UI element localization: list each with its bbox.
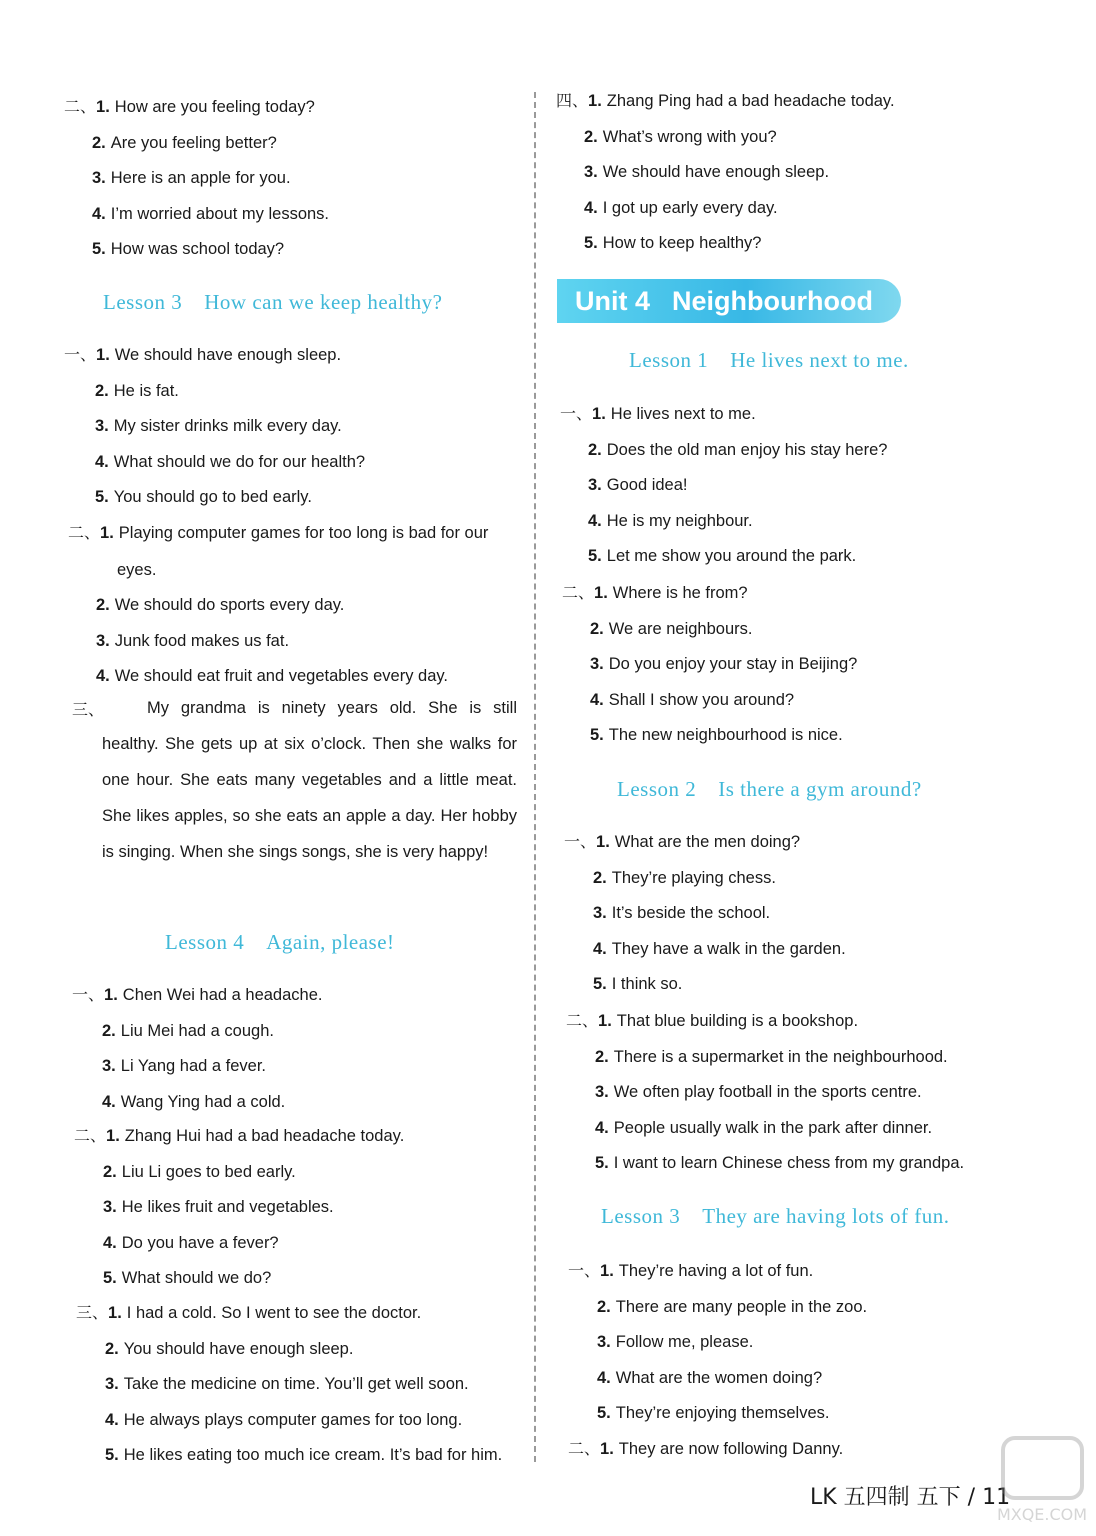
item-text: They are now following Danny. xyxy=(618,1440,844,1458)
item-text: How to keep healthy? xyxy=(602,234,762,252)
item-number: 1. xyxy=(104,986,118,1004)
item-number: 5. xyxy=(597,1404,611,1422)
item-text: Take the medicine on time. You’ll get well soon. xyxy=(123,1375,469,1393)
section-mark: 二、 xyxy=(68,523,101,542)
item-text: Where is he from? xyxy=(612,584,748,602)
item-number: 2. xyxy=(95,381,109,400)
item-number: 2. xyxy=(597,1297,611,1316)
right-sec4-item-3 xyxy=(584,162,829,182)
lesson-title: They are having lots of fun. xyxy=(702,1204,950,1228)
u4l1-sec2-item-4 xyxy=(590,690,794,710)
item-text: That blue building is a bookshop. xyxy=(616,1012,859,1030)
item-number: 4. xyxy=(92,204,106,223)
unit-name: Neighbourhood xyxy=(672,286,873,316)
left-sec2-item-3 xyxy=(92,168,291,188)
l3-sec3-paragraph: My grandma is ninety years old. She is still healthy. She gets up at six o’clock. Then she walks for one hour. She eats many vegetables and a little meat. She likes apples, so she eats an apple a day. Her hobby is singing. When she sings songs, she is very happy! xyxy=(102,699,517,861)
lesson-label: Lesson 1 xyxy=(629,348,709,372)
item-text: We should have enough sleep. xyxy=(114,346,342,364)
l4-sec3-item-4 xyxy=(105,1410,462,1430)
item-number: 2. xyxy=(96,596,110,614)
l4-sec1-item-4 xyxy=(102,1092,285,1112)
item-number: 1. xyxy=(600,1262,614,1280)
item-text: We often play football in the sports centre. xyxy=(613,1083,922,1101)
item-number: 4. xyxy=(597,1368,611,1387)
item-text: You should go to bed early. xyxy=(113,488,312,506)
section-mark: 二、 xyxy=(74,1126,107,1145)
u4l1-sec1-item-5 xyxy=(588,546,856,566)
section-mark: 一、 xyxy=(568,1261,601,1280)
l3-sec1-item-1 xyxy=(64,345,341,365)
item-number: 5. xyxy=(92,240,106,258)
l4-sec2-item-3 xyxy=(103,1197,334,1217)
l3-sec1-item-3 xyxy=(95,416,342,436)
item-text: I want to learn Chinese chess from my grandpa. xyxy=(613,1154,965,1172)
lesson-label: Lesson 4 xyxy=(165,930,245,954)
section-mark: 四、 xyxy=(556,91,589,110)
right-sec4-item-5 xyxy=(584,233,761,253)
item-number: 5. xyxy=(105,1446,119,1464)
item-text: My sister drinks milk every day. xyxy=(113,417,342,435)
section-mark: 一、 xyxy=(560,404,593,423)
item-number: 4. xyxy=(105,1410,119,1429)
item-text: What should we do for our health? xyxy=(113,452,366,471)
section-mark: 三、 xyxy=(76,1303,109,1322)
u4l2-sec2-item-5 xyxy=(595,1153,964,1173)
item-text: Do you enjoy your stay in Beijing? xyxy=(608,655,858,673)
item-number: 3. xyxy=(590,655,604,673)
watermark-logo xyxy=(995,1430,1090,1530)
left-sec2-item-1 xyxy=(64,97,315,117)
item-number: 1. xyxy=(106,1127,120,1145)
section-mark: 二、 xyxy=(64,97,97,116)
item-number: 1. xyxy=(600,1440,614,1458)
section-mark: 一、 xyxy=(564,832,597,851)
l4-sec2-item-5 xyxy=(103,1268,271,1288)
item-text: You should have enough sleep. xyxy=(123,1339,354,1358)
item-number: 2. xyxy=(102,1021,116,1040)
item-text: We should eat fruit and vegetables every day. xyxy=(114,667,449,685)
l4-sec3-item-2 xyxy=(105,1339,353,1359)
item-text: He likes fruit and vegetables. xyxy=(121,1198,334,1216)
section-mark: 一、 xyxy=(72,985,105,1004)
item-text: Let me show you around the park. xyxy=(606,547,857,565)
u4l2-sec1-item-2 xyxy=(593,868,776,888)
item-text: They’re having a lot of fun. xyxy=(618,1262,814,1280)
lesson-label: Lesson 3 xyxy=(601,1204,681,1228)
u4-lesson3-heading xyxy=(601,1204,950,1229)
u4l2-sec2-item-3 xyxy=(595,1082,922,1102)
u4-lesson2-heading xyxy=(617,777,922,802)
item-text: Zhang Ping had a bad headache today. xyxy=(606,92,895,110)
item-text: There are many people in the zoo. xyxy=(615,1297,868,1316)
item-number: 4. xyxy=(588,511,602,530)
item-number: 3. xyxy=(92,169,106,187)
item-number: 5. xyxy=(103,1269,117,1287)
item-number: 5. xyxy=(588,547,602,565)
left-sec2-item-2 xyxy=(92,133,277,153)
item-text: They’re playing chess. xyxy=(611,868,776,887)
u4l1-sec2-item-3 xyxy=(590,654,857,674)
right-sec4-item-4 xyxy=(584,198,778,218)
item-number: 4. xyxy=(96,667,110,685)
lesson-title: How can we keep healthy? xyxy=(204,290,443,314)
u4l2-sec2-item-2 xyxy=(595,1047,948,1067)
item-text: He is fat. xyxy=(113,381,179,400)
item-text: We should have enough sleep. xyxy=(602,163,830,181)
right-sec4-item-1 xyxy=(556,91,895,111)
u4l3-sec1-item-1 xyxy=(568,1261,813,1281)
item-text: We should do sports every day. xyxy=(114,596,345,614)
page-footer: LK 五四制 五下 / 11 xyxy=(810,1485,1011,1510)
u4l3-sec1-item-5 xyxy=(597,1403,829,1423)
u4l2-sec2-item-1 xyxy=(566,1011,858,1031)
item-number: 4. xyxy=(95,452,109,471)
item-text: Li Yang had a fever. xyxy=(120,1057,267,1075)
item-text: There is a supermarket in the neighbourhood. xyxy=(613,1047,948,1066)
lesson-label: Lesson 2 xyxy=(617,777,697,801)
l3-sec3-mark xyxy=(72,700,104,720)
l4-sec2-item-2 xyxy=(103,1162,296,1182)
l4-sec2-item-1 xyxy=(74,1126,404,1146)
item-number: 1. xyxy=(588,92,602,110)
watermark-text: MXQE.COM xyxy=(996,1505,1088,1524)
l4-sec3-item-5 xyxy=(105,1445,502,1465)
left-sec2-item-4 xyxy=(92,204,329,224)
u4l2-sec1-item-1 xyxy=(564,832,800,852)
item-number: 2. xyxy=(584,127,598,146)
item-number: 1. xyxy=(596,833,610,851)
u4-lesson1-heading xyxy=(629,348,909,373)
u4l2-sec2-item-4 xyxy=(595,1118,932,1138)
lesson-title: He lives next to me. xyxy=(730,348,909,372)
l4-sec1-item-3 xyxy=(102,1056,266,1076)
item-text: Liu Mei had a cough. xyxy=(120,1021,274,1040)
item-text: Do you have a fever? xyxy=(121,1233,279,1252)
item-text: Zhang Hui had a bad headache today. xyxy=(124,1127,405,1145)
item-text: eyes. xyxy=(117,561,157,579)
item-text: What’s wrong with you? xyxy=(602,127,777,146)
item-text: I think so. xyxy=(611,975,683,993)
lesson-label: Lesson 3 xyxy=(103,290,183,314)
item-text: He always plays computer games for too long. xyxy=(123,1410,463,1429)
item-number: 5. xyxy=(593,975,607,993)
l4-sec2-item-4 xyxy=(103,1233,279,1253)
u4l2-sec1-item-5 xyxy=(593,974,682,994)
item-number: 4. xyxy=(584,198,598,217)
u4l2-sec1-item-4 xyxy=(593,939,846,959)
item-number: 4. xyxy=(590,690,604,709)
item-text: I’m worried about my lessons. xyxy=(110,204,330,223)
l4-sec3-item-3 xyxy=(105,1374,469,1394)
l3-sec1-item-5 xyxy=(95,487,312,507)
section-mark: 二、 xyxy=(566,1011,599,1030)
l3-sec2-item-1-cont xyxy=(117,560,156,580)
item-text: What should we do? xyxy=(121,1269,272,1287)
item-number: 3. xyxy=(96,631,110,650)
u4l1-sec1-item-1 xyxy=(560,404,756,424)
item-number: 3. xyxy=(102,1057,116,1075)
item-text: The new neighbourhood is nice. xyxy=(608,726,843,744)
item-text: Junk food makes us fat. xyxy=(114,631,290,650)
item-number: 3. xyxy=(593,904,607,922)
unit-label: Unit 4 xyxy=(575,286,651,316)
item-text: I got up early every day. xyxy=(602,198,778,217)
item-number: 2. xyxy=(590,619,604,638)
lesson3-heading xyxy=(103,290,442,315)
item-number: 2. xyxy=(588,440,602,459)
item-text: Are you feeling better? xyxy=(110,133,277,152)
l4-sec1-item-1 xyxy=(72,985,322,1005)
item-number: 5. xyxy=(95,488,109,506)
item-number: 1. xyxy=(96,98,110,116)
item-number: 3. xyxy=(105,1375,119,1393)
section-mark: 二、 xyxy=(568,1439,601,1458)
item-text: Liu Li goes to bed early. xyxy=(121,1162,296,1181)
item-number: 2. xyxy=(105,1339,119,1358)
u4l3-sec1-item-3 xyxy=(597,1332,753,1352)
l3-sec2-item-2 xyxy=(96,595,344,615)
item-text: Shall I show you around? xyxy=(608,690,795,709)
item-number: 4. xyxy=(102,1092,116,1111)
item-number: 2. xyxy=(92,133,106,152)
item-number: 2. xyxy=(593,868,607,887)
item-text: Playing computer games for too long is bad for our xyxy=(118,524,489,542)
item-number: 1. xyxy=(598,1012,612,1030)
right-sec4-item-2 xyxy=(584,127,777,147)
item-number: 3. xyxy=(595,1083,609,1101)
section-mark: 三、 xyxy=(72,700,105,719)
item-text: It’s beside the school. xyxy=(611,904,771,922)
u4l3-sec1-item-2 xyxy=(597,1297,867,1317)
item-number: 5. xyxy=(595,1154,609,1172)
item-text: People usually walk in the park after dinner. xyxy=(613,1118,933,1137)
item-text: I had a cold. So I went to see the doctor. xyxy=(126,1304,422,1322)
u4l1-sec1-item-4 xyxy=(588,511,753,531)
l3-sec1-item-2 xyxy=(95,381,179,401)
l4-sec3-item-1 xyxy=(76,1303,421,1323)
item-number: 2. xyxy=(595,1047,609,1066)
item-text: Follow me, please. xyxy=(615,1333,754,1351)
item-number: 1. xyxy=(592,405,606,423)
l3-sec2-item-1 xyxy=(68,523,488,543)
item-text: They have a walk in the garden. xyxy=(611,939,846,958)
u4l1-sec1-item-2 xyxy=(588,440,887,460)
item-number: 3. xyxy=(103,1198,117,1216)
item-number: 2. xyxy=(103,1162,117,1181)
item-text: He likes eating too much ice cream. It’s bad for him. xyxy=(123,1446,503,1464)
u4l2-sec1-item-3 xyxy=(593,903,770,923)
item-text: Does the old man enjoy his stay here? xyxy=(606,440,888,459)
lesson4-heading xyxy=(165,930,395,955)
lesson-title: Again, please! xyxy=(266,930,395,954)
item-text: Chen Wei had a headache. xyxy=(122,986,323,1004)
item-text: He lives next to me. xyxy=(610,405,756,423)
item-text: Good idea! xyxy=(606,476,688,494)
item-number: 3. xyxy=(95,417,109,435)
section-mark: 一、 xyxy=(64,345,97,364)
item-text: They’re enjoying themselves. xyxy=(615,1404,830,1422)
l4-sec1-item-2 xyxy=(102,1021,274,1041)
unit-banner xyxy=(557,279,901,323)
item-text: How was school today? xyxy=(110,240,285,258)
item-number: 3. xyxy=(588,476,602,494)
item-number: 1. xyxy=(594,584,608,602)
l3-sec2-item-4 xyxy=(96,666,448,686)
item-text: We are neighbours. xyxy=(608,619,753,638)
item-text: He is my neighbour. xyxy=(606,511,753,530)
u4l1-sec1-item-3 xyxy=(588,475,688,495)
item-text: Wang Ying had a cold. xyxy=(120,1092,286,1111)
item-number: 3. xyxy=(584,163,598,181)
item-text: Here is an apple for you. xyxy=(110,169,291,187)
u4l1-sec2-item-1 xyxy=(562,583,748,603)
item-number: 4. xyxy=(595,1118,609,1137)
item-number: 1. xyxy=(100,524,114,542)
item-number: 4. xyxy=(103,1233,117,1252)
item-number: 5. xyxy=(590,726,604,744)
u4l3-sec2-item-1 xyxy=(568,1439,843,1459)
item-number: 5. xyxy=(584,234,598,252)
item-text: What are the men doing? xyxy=(614,833,801,851)
lesson-title: Is there a gym around? xyxy=(718,777,922,801)
item-number: 1. xyxy=(108,1304,122,1322)
item-number: 4. xyxy=(593,939,607,958)
item-text: What are the women doing? xyxy=(615,1368,823,1387)
u4l1-sec2-item-2 xyxy=(590,619,752,639)
column-divider xyxy=(534,92,536,1462)
u4l3-sec1-item-4 xyxy=(597,1368,822,1388)
l3-sec2-item-3 xyxy=(96,631,289,651)
item-number: 1. xyxy=(96,346,110,364)
section-mark: 二、 xyxy=(562,583,595,602)
item-text: How are you feeling today? xyxy=(114,98,315,116)
left-sec2-item-5 xyxy=(92,239,284,259)
u4l1-sec2-item-5 xyxy=(590,725,843,745)
l3-sec1-item-4 xyxy=(95,452,365,472)
item-number: 3. xyxy=(597,1333,611,1351)
